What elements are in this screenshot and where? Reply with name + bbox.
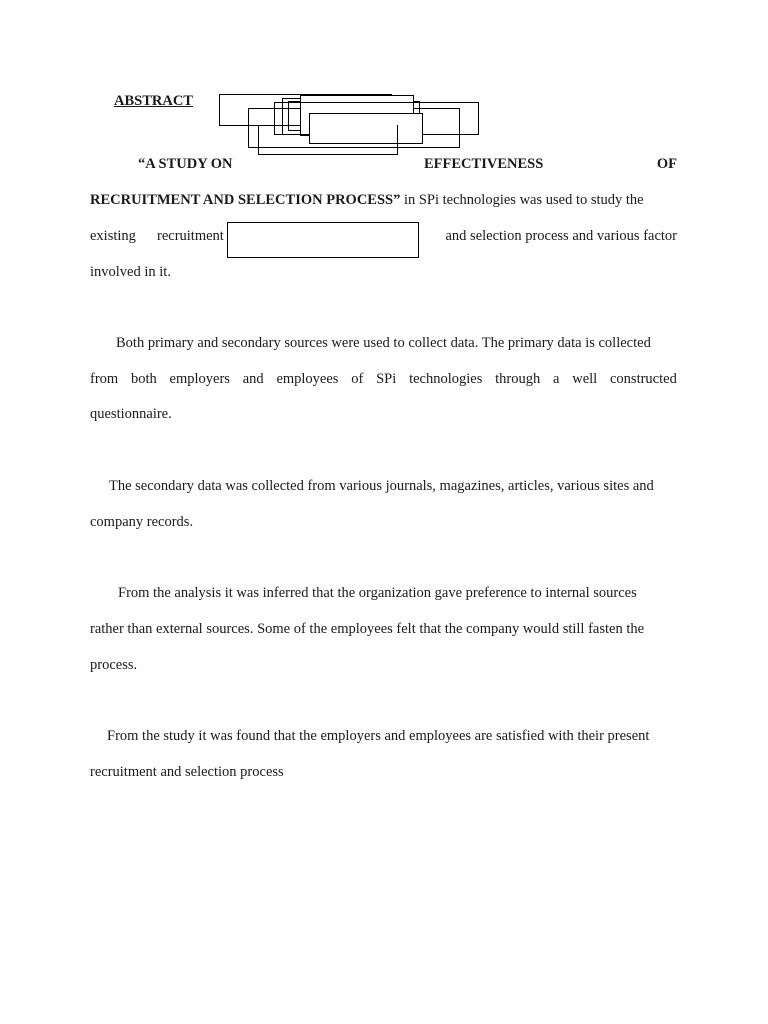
- involved-line: involved in it.: [90, 264, 171, 280]
- p2-w10: a: [553, 371, 560, 387]
- empty-text-box: [227, 222, 419, 258]
- title-word-1: “A STUDY ON: [138, 156, 233, 172]
- p2-w9: through: [495, 371, 541, 387]
- para2-line2: [90, 370, 677, 388]
- empty-box-8: [258, 125, 398, 155]
- p2-w12: constructed: [610, 371, 677, 387]
- para4-line2: rather than external sources. Some of the employees felt that the company would still fasten the: [90, 621, 645, 637]
- abstract-heading: ABSTRACT: [114, 93, 193, 109]
- title-rest: in SPi technologies was used to study the: [400, 192, 644, 208]
- p2-w11: well: [572, 371, 598, 387]
- title-continuation: [90, 191, 677, 209]
- p2-w3: employers: [169, 371, 230, 387]
- p2-w5: employees: [276, 371, 339, 387]
- title-bold: RECRUITMENT AND SELECTION PROCESS”: [90, 192, 401, 208]
- para4-line3: process.: [90, 657, 138, 673]
- title-word-3: OF: [656, 156, 677, 172]
- p2-w4: and: [242, 371, 264, 387]
- para2-line1: Both primary and secondary sources were used to collect data. The primary data is collected: [116, 335, 651, 351]
- p2-w6: of: [351, 371, 364, 387]
- word-recruitment: recruitment: [157, 228, 224, 244]
- para3-line1: The secondary data was collected from various journals, magazines, articles, various sites and: [109, 478, 654, 494]
- para4-line1: From the analysis it was inferred that the organization gave preference to internal sources: [118, 585, 637, 601]
- title-word-2: EFFECTIVENESS: [424, 156, 544, 172]
- p2-w8: technologies: [409, 371, 483, 387]
- word-rest: and selection process and various factor: [445, 228, 677, 244]
- word-existing: existing: [90, 228, 136, 244]
- p2-w2: both: [130, 371, 157, 387]
- para3-line2: company records.: [90, 514, 194, 530]
- para5-line1: From the study it was found that the employers and employees are satisfied with their present: [107, 728, 650, 744]
- p2-w7: SPi: [376, 371, 397, 387]
- para2-line3: questionnaire.: [90, 406, 172, 422]
- p2-w1: from: [90, 371, 119, 387]
- para5-line2: recruitment and selection process: [90, 764, 284, 780]
